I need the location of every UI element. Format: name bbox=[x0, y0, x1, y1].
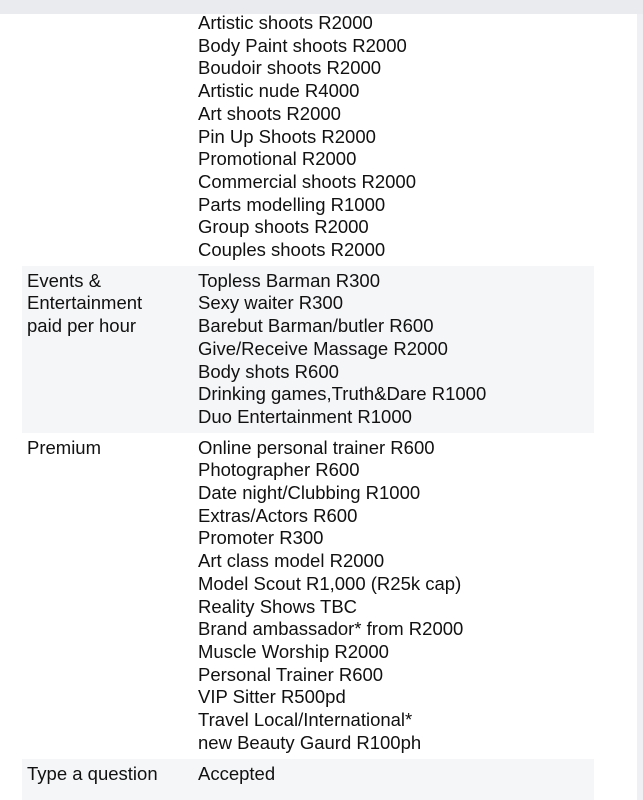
list-item: Promoter R300 bbox=[198, 527, 324, 549]
category-label-line: Events & bbox=[27, 269, 102, 291]
list-item: Topless Barman R300 bbox=[198, 269, 381, 291]
list-item: Photographer R600 bbox=[198, 459, 360, 481]
items-cell bbox=[194, 763, 594, 786]
list-item: Promotional R2000 bbox=[198, 148, 357, 170]
table-row-shoots bbox=[22, 12, 594, 266]
list-item: Pin Up Shoots R2000 bbox=[198, 125, 376, 147]
list-item: Art shoots R2000 bbox=[198, 102, 341, 124]
scrollbar-track[interactable] bbox=[637, 14, 643, 800]
list-item: VIP Sitter R500pd bbox=[198, 686, 346, 708]
category-cell: Type a question bbox=[27, 762, 158, 784]
list-item: Extras/Actors R600 bbox=[198, 504, 358, 526]
list-item: Art class model R2000 bbox=[198, 550, 385, 572]
list-item: Body shots R600 bbox=[198, 360, 339, 382]
list-item: Online personal trainer R600 bbox=[198, 436, 435, 458]
list-item: Artistic nude R4000 bbox=[198, 80, 360, 102]
list-item: Commercial shoots R2000 bbox=[198, 170, 416, 192]
list-item: Drinking games,Truth&Dare R1000 bbox=[198, 383, 487, 405]
list-item: Personal Trainer R600 bbox=[198, 663, 384, 685]
category-label-line: paid per hour bbox=[27, 315, 137, 337]
list-item: Sexy waiter R300 bbox=[198, 292, 343, 314]
list-item: Muscle Worship R2000 bbox=[198, 640, 389, 662]
table-row-premium bbox=[22, 433, 594, 759]
list-item: Group shoots R2000 bbox=[198, 216, 369, 238]
list-item: Couples shoots R2000 bbox=[198, 239, 386, 261]
list-item: Artistic shoots R2000 bbox=[198, 12, 373, 33]
items-cell bbox=[194, 437, 594, 755]
list-item: Boudoir shoots R2000 bbox=[198, 57, 382, 79]
list-item: Give/Receive Massage R2000 bbox=[198, 337, 448, 359]
list-item: Body Paint shoots R2000 bbox=[198, 34, 407, 56]
price-table bbox=[22, 12, 594, 800]
list-item: Date night/Clubbing R1000 bbox=[198, 482, 421, 504]
table-row-question bbox=[22, 759, 594, 800]
list-item: Reality Shows TBC bbox=[198, 595, 358, 617]
list-item: Travel Local/International* bbox=[198, 709, 413, 731]
list-item: Brand ambassador* from R2000 bbox=[198, 618, 464, 640]
list-item: Duo Entertainment R1000 bbox=[198, 405, 412, 427]
category-label-line: Entertainment bbox=[27, 292, 143, 314]
items-cell bbox=[194, 12, 594, 262]
category-cell bbox=[22, 270, 194, 338]
list-item: Accepted bbox=[198, 762, 276, 784]
list-item: new Beauty Gaurd R100ph bbox=[198, 731, 422, 753]
table-row-events bbox=[22, 266, 594, 433]
category-cell: Premium bbox=[27, 436, 102, 458]
items-cell bbox=[194, 270, 594, 429]
list-item: Model Scout R1,000 (R25k cap) bbox=[198, 572, 462, 594]
list-item: Barebut Barman/butler R600 bbox=[198, 315, 434, 337]
list-item: Parts modelling R1000 bbox=[198, 193, 386, 215]
